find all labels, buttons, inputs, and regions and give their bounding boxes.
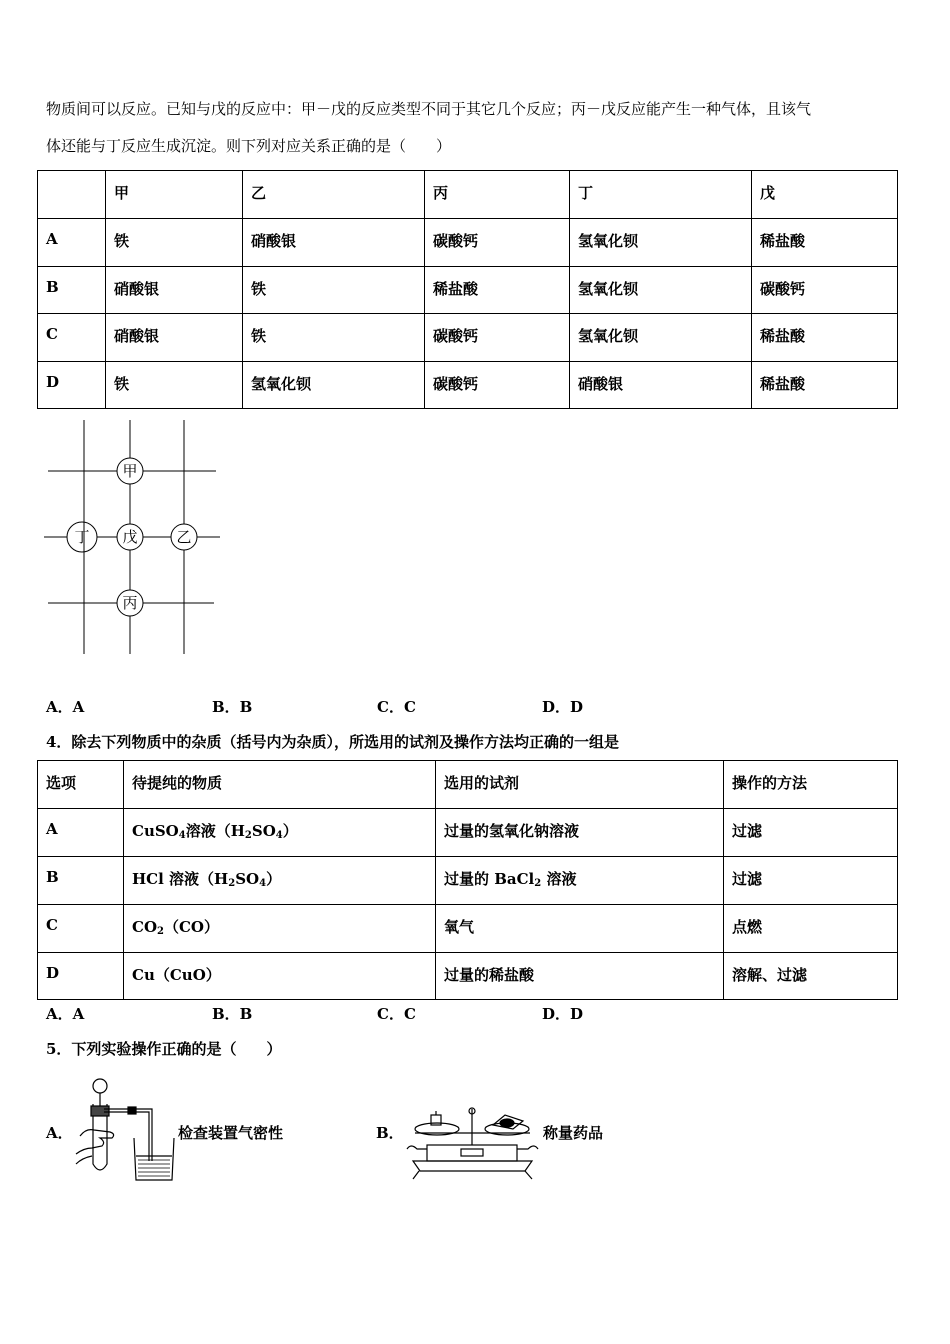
table-cell: 稀盐酸 (752, 362, 898, 409)
table-cell: 铁 (243, 267, 425, 314)
q5-option-a-label[interactable]: A． (46, 1124, 73, 1142)
table-cell: 氢氧化钡 (243, 362, 425, 409)
table-cell-reagent: 过量的稀盐酸 (436, 953, 724, 1000)
table-cell: 碳酸钙 (752, 267, 898, 314)
header-cell: 丁 (570, 171, 752, 219)
sample-icon (500, 1119, 514, 1127)
stem-line-1: 物质间可以反应。已知与戊的反应中：甲－戊的反应类型不同于其它几个反应；丙－戊反应能产生一种气体，且该气 (46, 100, 812, 118)
balance-scale-illustration (405, 1105, 540, 1181)
table-cell: 稀盐酸 (752, 219, 898, 267)
header-cell: 乙 (243, 171, 425, 219)
table-cell: 氢氧化钡 (570, 219, 752, 267)
table-cell: 点燃 (724, 905, 898, 953)
table-cell: 过滤 (724, 857, 898, 905)
table-cell: 碳酸钙 (425, 362, 570, 409)
table-cell: 铁 (106, 362, 243, 409)
table-cell: 稀盐酸 (752, 314, 898, 362)
airtightness-check-illustration (72, 1076, 176, 1182)
question-3-stem (46, 91, 906, 165)
reaction-network-diagram (40, 418, 225, 660)
table-cell: 过滤 (724, 809, 898, 857)
table-cell: A (38, 219, 106, 267)
option-c[interactable]: C．C (377, 1005, 416, 1023)
option-d[interactable]: D．D (542, 1005, 584, 1023)
balance-base (427, 1145, 517, 1161)
hand-icon (76, 1130, 114, 1154)
table-row (38, 267, 898, 314)
table-row (38, 953, 898, 1000)
node-label-ding: 丁 (74, 528, 90, 546)
header-cell: 操作的方法 (724, 761, 898, 809)
header-cell (38, 171, 106, 219)
table-cell: B (38, 267, 106, 314)
table-cell: 硝酸银 (106, 267, 243, 314)
reaction-table (37, 170, 898, 409)
table-cell: 氢氧化钡 (570, 314, 752, 362)
table-row (38, 857, 898, 905)
stem-line-2: 体还能与丁反应生成沉淀。则下列对应关系正确的是（ ） (46, 137, 452, 155)
table-cell: 碳酸钙 (425, 314, 570, 362)
node-label-yi: 乙 (176, 528, 192, 546)
bulb-icon (93, 1079, 107, 1093)
option-c[interactable]: C．C (377, 698, 416, 716)
q5-option-a-text: 检查装置气密性 (178, 1124, 284, 1142)
option-a[interactable]: A．A (46, 698, 85, 716)
table-row (38, 219, 898, 267)
q5-option-b-label[interactable]: B． (376, 1124, 404, 1142)
table-cell: 溶解、过滤 (724, 953, 898, 1000)
option-d[interactable]: D．D (542, 698, 584, 716)
option-b[interactable]: B．B (212, 698, 253, 716)
table-cell: D (38, 362, 106, 409)
header-cell: 选用的试剂 (436, 761, 724, 809)
table-header-row (38, 761, 898, 809)
table-cell-reagent: 氧气 (436, 905, 724, 953)
table-row (38, 905, 898, 953)
header-cell: 待提纯的物质 (124, 761, 436, 809)
table-cell: C (38, 314, 106, 362)
table-cell-substance: CuSO$_4$溶液$(H_2SO_4)$ (124, 809, 436, 857)
table-cell: 硝酸银 (243, 219, 425, 267)
option-a[interactable]: A．A (46, 1005, 85, 1023)
table-cell: D (38, 953, 124, 1000)
header-cell: 丙 (425, 171, 570, 219)
header-cell: 选项 (38, 761, 124, 809)
table-cell-substance: $CO_2(CO)$ (124, 905, 436, 953)
header-cell: 甲 (106, 171, 243, 219)
node-label-jia: 甲 (122, 462, 138, 480)
table-cell: A (38, 809, 124, 857)
table-cell: 碳酸钙 (425, 219, 570, 267)
table-cell: 硝酸银 (570, 362, 752, 409)
table-row (38, 809, 898, 857)
purification-table (37, 760, 898, 1000)
question-5-title: 5．下列实验操作正确的是（ ） (46, 1040, 282, 1058)
node-label-bing: 丙 (122, 594, 138, 612)
beaker-icon (134, 1138, 174, 1180)
table-cell: 氢氧化钡 (570, 267, 752, 314)
question-4-title: 4．除去下列物质中的杂质（括号内为杂质），所选用的试剂及操作方法均正确的一组是 (46, 733, 619, 751)
table-row (38, 362, 898, 409)
table-cell-substance: Cu（CuO） (124, 953, 436, 1000)
table-cell: 铁 (243, 314, 425, 362)
table-cell: C (38, 905, 124, 953)
option-b[interactable]: B．B (212, 1005, 253, 1023)
table-cell: 稀盐酸 (425, 267, 570, 314)
table-header-row (38, 171, 898, 219)
header-cell: 戊 (752, 171, 898, 219)
q5-option-b-text: 称量药品 (543, 1124, 604, 1142)
table-cell-reagent: 过量的 BaCl$_2$ 溶液 (436, 857, 724, 905)
table-cell: 铁 (106, 219, 243, 267)
table-cell-substance: HCl 溶液$(H_2SO_4)$ (124, 857, 436, 905)
table-cell: 硝酸银 (106, 314, 243, 362)
node-label-wu: 戊 (122, 528, 138, 546)
stopper-icon (91, 1106, 109, 1116)
table-cell: B (38, 857, 124, 905)
table-row (38, 314, 898, 362)
table-cell-reagent: 过量的氢氧化钠溶液 (436, 809, 724, 857)
